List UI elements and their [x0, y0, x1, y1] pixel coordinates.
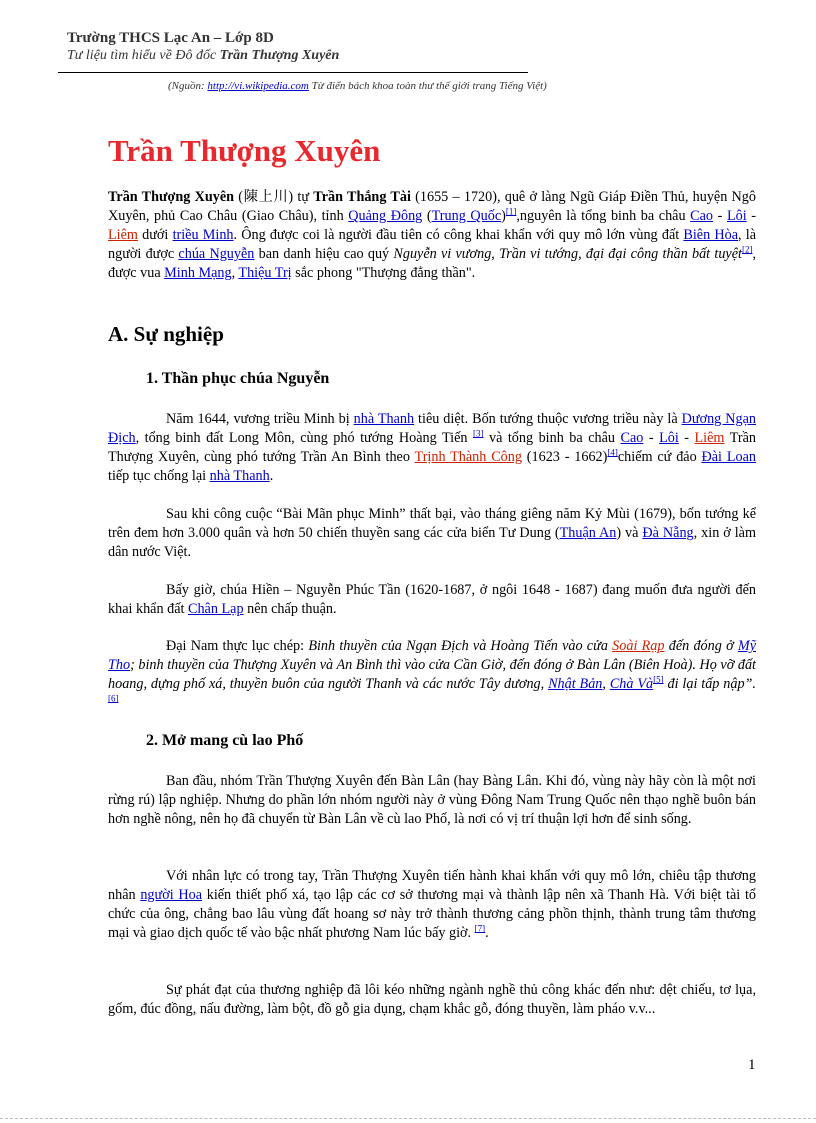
page-number: 1: [748, 1057, 756, 1073]
ref-4[interactable]: [4]: [607, 447, 618, 458]
link-da-nang[interactable]: Đà Nẵng: [642, 525, 694, 541]
link-trinh-thanh-cong[interactable]: Trịnh Thành Công: [414, 449, 522, 465]
paragraph-1: Năm 1644, vương triều Minh bị nhà Thanh tiêu diệt. Bốn tướng thuộc vương triều này là Dương Ngạn Địch, tổng binh đất Long Môn, cùng phó tướng Hoàng Tiến [3] và tổng binh ba châu Cao - Lôi - Liêm Trần Thượng Xuyên, cùng phó tướng Trần An Bình theo Trịnh Thành Công (1623 - 1662)[4]chiếm cứ đảo Đài Loan tiếp tục chống lại nhà Thanh.: [108, 411, 756, 484]
link-trieu-minh[interactable]: triều Minh: [172, 227, 234, 243]
link-minh-mang[interactable]: Minh Mạng: [164, 265, 232, 281]
section-2-heading: 2. Mở mang cù lao Phố: [146, 732, 304, 749]
link-cao[interactable]: Cao: [690, 208, 714, 224]
link-bien-hoa[interactable]: Biên Hòa: [683, 227, 739, 243]
link-dai-loan[interactable]: Đài Loan: [701, 449, 756, 465]
ref-3[interactable]: [3]: [472, 428, 484, 439]
paragraph-5: Ban đầu, nhóm Trần Thượng Xuyên đến Bàn Lân (hay Bàng Lân. Khi đó, vùng này hãy còn là một nơi rừng rú) lập nghiệp. Nhưng do phần lớn nhóm người này ở vùng Đông Nam Trung Quốc nên thạo nghề buôn bán hơn nghề nông, nên họ đã chuyển từ Bàn Lân về cù lao Phố, là nơi có vị trí thuận lợi hơn để sinh sống.: [108, 773, 756, 827]
link-quang-dong[interactable]: Quảng Đông: [348, 208, 423, 224]
page-header: [67, 30, 527, 64]
link-loi[interactable]: Lôi: [726, 208, 747, 224]
source-note: (Nguồn: http://vi.wikipedia.com Từ điển bách khoa toàn thư thế giới trang Tiếng Việt): [168, 80, 547, 92]
link-thuan-an[interactable]: Thuận An: [559, 525, 617, 541]
link-soai-rap[interactable]: Soài Rạp: [612, 638, 665, 654]
link-my-tho[interactable]: Mỹ Tho: [108, 638, 757, 673]
link-thieu-tri[interactable]: Thiệu Trị: [238, 265, 292, 281]
link-loi-2[interactable]: Lôi: [659, 430, 679, 446]
paragraph-6: Với nhân lực có trong tay, Trần Thượng Xuyên tiến hành khai khẩn với quy mô lớn, chiêu tập thương nhân người Hoa kiến thiết phố xá, tạo lập các cơ sở thương mại và thành lập nên xã Thanh Hà. Với biệt tài tổ chức của ông, chẳng bao lâu vùng đất hoang sơ này trở thành thương cảng phồn thịnh, thành trung tâm thương mại và giao dịch quốc tế vào bậc nhất phương Nam lúc bấy giờ. [7].: [108, 868, 756, 941]
link-cao-2[interactable]: Cao: [620, 430, 644, 446]
source-link[interactable]: http://vi.wikipedia.com: [207, 80, 309, 92]
page-title: Trần Thượng Xuyên: [108, 133, 381, 168]
paragraph-2: Sau khi công cuộc “Bài Mãn phục Minh” thất bại, vào tháng giêng năm Kỷ Mùi (1679), bốn tướng kể trên đem hơn 3.000 quân và hơn 50 chiến thuyền sang các cửa biển Tư Dung (Thuận An) và Đà Nẵng, xin ở làm dân nước Việt.: [108, 506, 756, 560]
link-nhat-ban[interactable]: Nhật Bản: [548, 676, 603, 692]
link-liem-2[interactable]: Liêm: [694, 430, 725, 446]
link-nha-thanh-2[interactable]: nhà Thanh: [209, 468, 270, 484]
paragraph-3: Bấy giờ, chúa Hiền – Nguyễn Phúc Tần (1620-1687, ở ngôi 1648 - 1687) đang muốn đưa người đến khai khẩn đất Chân Lạp nên chấp thuận.: [108, 582, 756, 617]
link-nguoi-hoa[interactable]: người Hoa: [140, 887, 202, 903]
ref-1[interactable]: [1]: [505, 206, 517, 217]
ref-5[interactable]: [5]: [653, 674, 664, 685]
ref-6[interactable]: [6]: [108, 693, 119, 704]
ref-2[interactable]: [2]: [741, 244, 753, 255]
link-nha-thanh[interactable]: nhà Thanh: [353, 411, 415, 427]
section-1-heading: 1. Thần phục chúa Nguyễn: [146, 370, 330, 387]
paragraph-4: Đại Nam thực lục chép: Binh thuyền của Ngạn Địch và Hoàng Tiến vào cửa Soài Rạp đến đóng ở Mỹ Tho; binh thuyền của Thượng Xuyên và An Bình thì vào cửa Cần Giờ, đến đóng ở Bàn Lân (Biên Hoà). Họ vỡ đất hoang, dựng phố xá, thuyền buôn của người Thanh và các nước Tây dương, Nhật Bản, Chà Và[5] đi lại tấp nập”.[6]: [108, 638, 757, 704]
header-school: Trường THCS Lạc An – Lớp 8D: [67, 30, 274, 46]
header-divider: [58, 72, 528, 73]
intro-paragraph: Trần Thượng Xuyên (陳上川) tự Trần Thắng Tài (1655 – 1720), quê ở làng Ngũ Giáp Điền Thủ, huyện Ngô Xuyên, phủ Cao Châu (Giao Châu), tỉnh Quảng Đông (Trung Quốc)[1],nguyên là tổng binh ba châu Cao - Lôi - Liêm dưới triều Minh. Ông được coi là người đầu tiên có công khai khẩn với quy mô lớn vùng đất Biên Hòa, là người được chúa Nguyễn ban danh hiệu cao quý Nguyễn vi vương, Trần vi tướng, đại đại công thần bất tuyệt[2], được vua Minh Mạng, Thiệu Trị sắc phong "Thượng đẳng thần".: [108, 189, 757, 281]
link-chan-lap[interactable]: Chân Lạp: [187, 601, 244, 617]
ref-7[interactable]: [7]: [474, 923, 486, 934]
header-subtitle: Tư liệu tìm hiểu về Đô đốc Trần Thượng Xuyên: [67, 48, 340, 63]
section-a-heading: A. Sự nghiệp: [108, 322, 224, 346]
paragraph-7: Sự phát đạt của thương nghiệp đã lôi kéo những ngành nghề thủ công khác đến như: dệt chiếu, tơ lụa, gốm, đúc đồng, nấu đường, làm bột, đồ gỗ gia dụng, chạm khắc gỗ, đóng thuyền, làm pháo v.v...: [108, 982, 756, 1017]
link-chua-nguyen[interactable]: chúa Nguyễn: [178, 246, 255, 262]
page-bottom-edge: [0, 1118, 816, 1119]
link-trung-quoc[interactable]: Trung Quốc: [431, 208, 502, 224]
link-cha-va[interactable]: Chà Và: [609, 676, 654, 692]
link-liem[interactable]: Liêm: [108, 227, 138, 243]
link-duong-ngan-dich[interactable]: Dương Ngạn Địch: [108, 411, 756, 446]
